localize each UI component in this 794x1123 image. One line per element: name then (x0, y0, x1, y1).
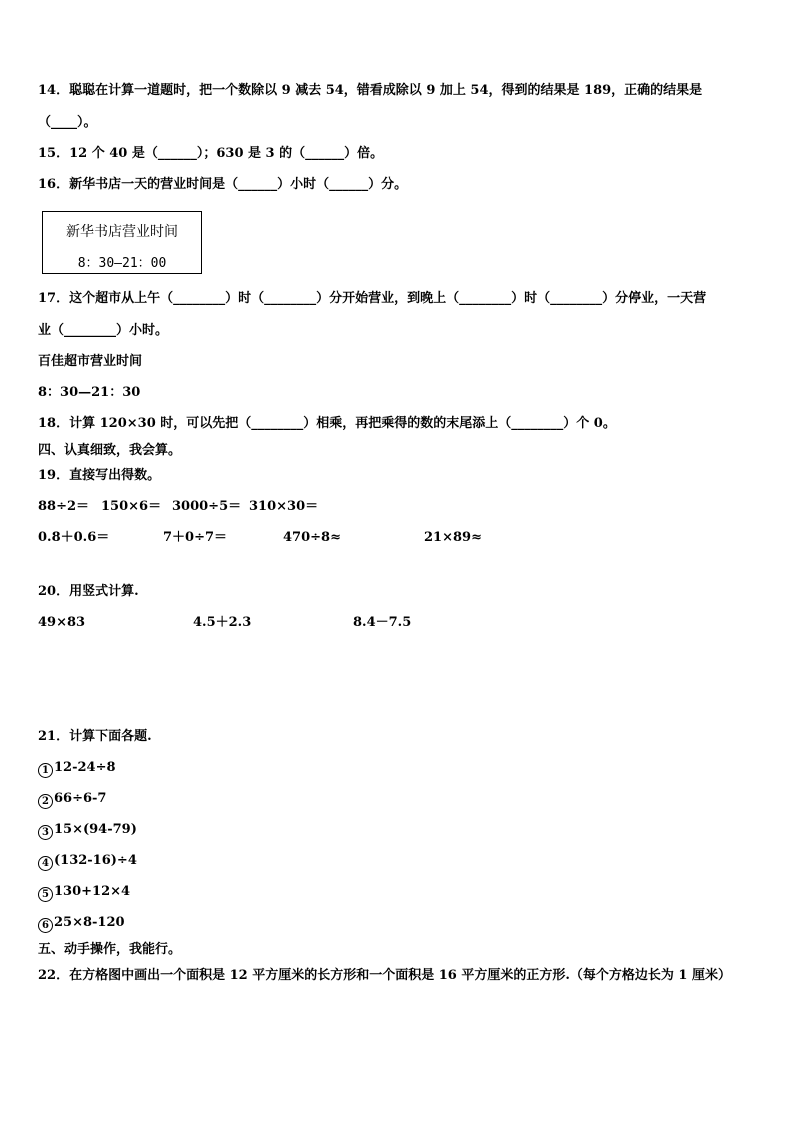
question-16: 16．新华书店一天的营业时间是（______）小时（______）分。 (38, 177, 408, 192)
vertical-calc-item: 4.5＋2.3 (193, 615, 252, 630)
calc-expression: 130+12×4 (54, 884, 131, 899)
section-5-heading: 五、动手操作，我能行。 (38, 942, 182, 957)
question-22: 22．在方格图中画出一个面积是 12 平方厘米的长方形和一个面积是 16 平方厘米的正方形.（每个方格边长为 1 厘米） (38, 968, 731, 983)
calc-expression: 25×8-120 (54, 915, 125, 930)
question-14-answer-blank: （____）。 (38, 115, 97, 130)
calc-expression: 66÷6-7 (54, 791, 107, 806)
oral-calc-item: 0.8＋0.6＝ (38, 530, 110, 545)
vertical-calc-item: 8.4－7.5 (353, 615, 412, 630)
circled-number-3: 3 (38, 825, 53, 840)
oral-calc-item: 310×30＝ (249, 499, 319, 514)
calc-item-2 (38, 791, 106, 809)
circled-number-5: 5 (38, 887, 53, 902)
calc-item-1 (38, 760, 116, 778)
question-18: 18．计算 120×30 时，可以先把（________）相乘，再把乘得的数的末尾添上（________）个 0。 (38, 416, 616, 431)
vertical-calc-item: 49×83 (38, 615, 86, 630)
question-17-line1: 17．这个超市从上午（________）时（________）分开始营业，到晚上（________）时（________）分停业，一天营 (38, 291, 707, 306)
store-hours-title: 新华书店营业时间 (66, 224, 178, 240)
circled-number-6: 6 (38, 918, 53, 933)
circled-number-1: 1 (38, 763, 53, 778)
section-4-heading: 四、认真细致，我会算。 (38, 443, 182, 458)
supermarket-hours-title: 百佳超市营业时间 (38, 354, 143, 369)
question-19-label: 19．直接写出得数。 (38, 468, 161, 483)
calc-expression: (132-16)÷4 (54, 853, 137, 868)
oral-calc-item: 470÷8≈ (283, 530, 341, 545)
store-hours-time: 8：30—21：00 (77, 256, 167, 271)
question-17-line2: 业（________）小时。 (38, 323, 169, 338)
question-20-label: 20．用竖式计算. (38, 584, 139, 599)
oral-calc-item: 3000÷5＝ (172, 499, 242, 514)
calc-item-6 (38, 915, 125, 933)
store-hours-box (42, 211, 202, 274)
circled-number-4: 4 (38, 856, 53, 871)
calc-item-3 (38, 822, 137, 840)
question-14-line1: 14．聪聪在计算一道题时，把一个数除以 9 减去 54，错看成除以 9 加上 54，得到的结果是 189，正确的结果是 (38, 83, 703, 98)
circled-number-2: 2 (38, 794, 53, 809)
calc-expression: 12-24÷8 (54, 760, 116, 775)
oral-calc-item: 88÷2＝ (38, 499, 90, 514)
supermarket-hours-time: 8：30—21：30 (38, 385, 141, 400)
oral-calc-item: 150×6＝ (101, 499, 162, 514)
calc-expression: 15×(94-79) (54, 822, 137, 837)
oral-calc-item: 21×89≈ (424, 530, 482, 545)
oral-calc-item: 7＋0÷7＝ (163, 530, 228, 545)
calc-item-4 (38, 853, 137, 871)
question-15: 15．12 个 40 是（______）；630 是 3 的（______）倍。 (38, 146, 384, 161)
question-21-label: 21．计算下面各题. (38, 729, 152, 744)
calc-item-5 (38, 884, 130, 902)
